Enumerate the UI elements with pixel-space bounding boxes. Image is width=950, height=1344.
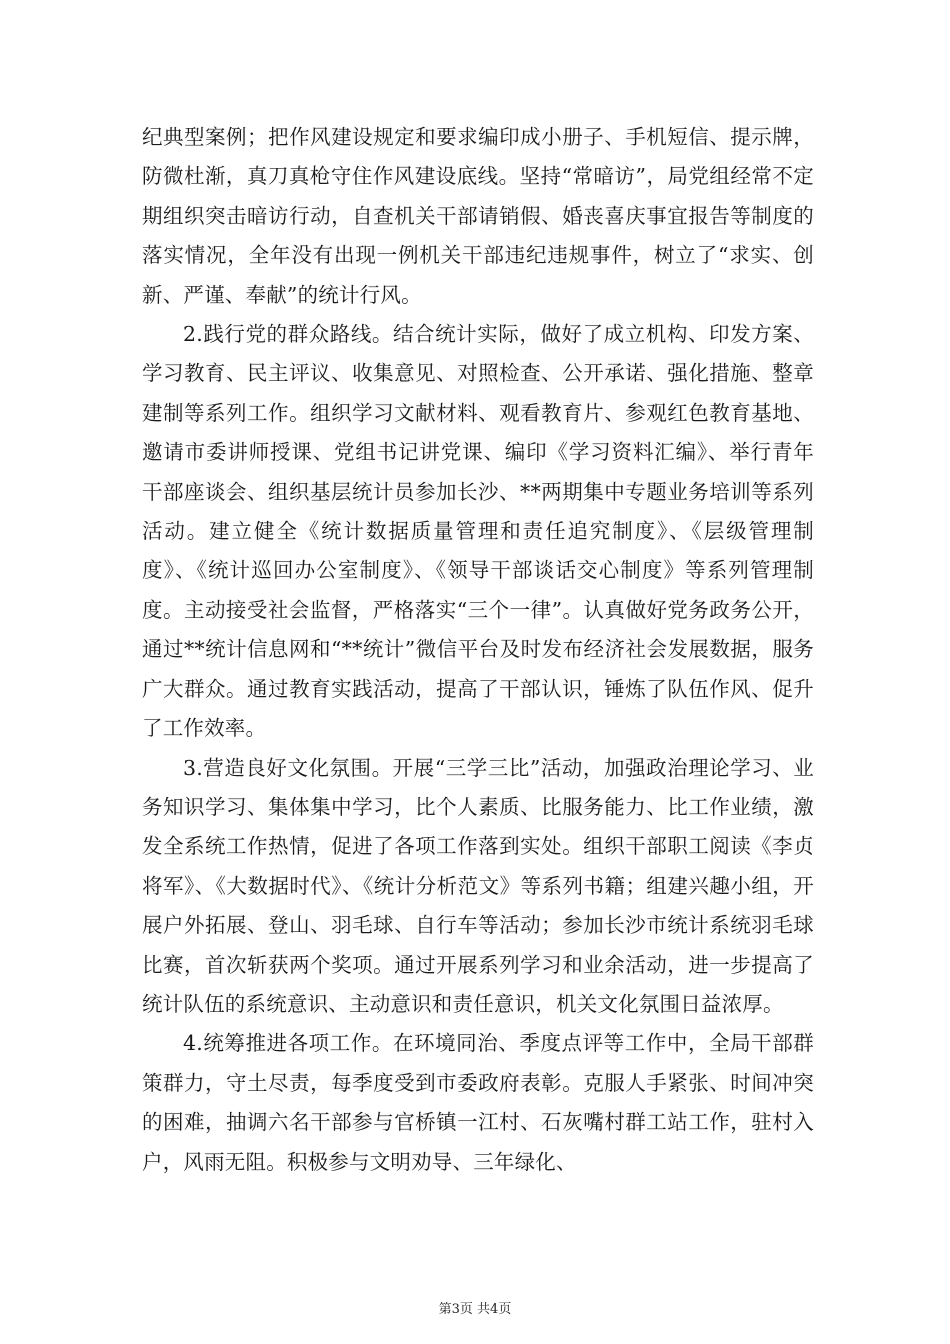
document-body <box>142 118 814 1182</box>
paragraph-work-style-continued: 纪典型案例；把作风建设规定和要求编印成小册子、手机短信、提示牌，防微杜渐，真刀真枪守住作风建设底线。坚持“常暗访”，局党组经常不定期组织突击暗访行动，自查机关干部请销假、婚丧喜庆事宜报告等制度的落实情况，全年没有出现一例机关干部违纪违规事件，树立了“求实、创新、严谨、奉献”的统计行风。 <box>142 125 814 307</box>
page-number-footer: 第3页 共4页 <box>438 1302 512 1317</box>
paragraph-culture-atmosphere: 3.营造良好文化氛围。开展“三学三比”活动，加强政治理论学习、业务知识学习、集体集中学习，比个人素质、比服务能力、比工作业绩，激发全系统工作热情，促进了各项工作落到实处。组织干部职工阅读《李贞将军》、《大数据时代》、《统计分析范文》等系列书籍；组建兴趣小组，开展户外拓展、登山、羽毛球、自行车等活动；参加长沙市统计系统羽毛球比赛，首次斩获两个奖项。通过开展系列学习和业余活动，进一步提高了统计队伍的系统意识、主动意识和责任意识，机关文化氛围日益浓厚。 <box>142 755 814 1016</box>
paragraph-coordinate-work: 4.统筹推进各项工作。在环境同治、季度点评等工作中，全局干部群策群力，守土尽责，每季度受到市委政府表彰。克服人手紧张、时间冲突的困难，抽调六名干部参与官桥镇一江村、石灰嘴村群工站工作，驻村入户，风雨无阻。积极参与文明劝导、三年绿化、 <box>142 1031 814 1174</box>
paragraph-mass-line: 2.践行党的群众路线。结合统计实际，做好了成立机构、印发方案、学习教育、民主评议、收集意见、对照检查、公开承诺、强化措施、整章建制等系列工作。组织学习文献材料、观看教育片、参观红色教育基地、邀请市委讲师授课、党组书记讲党课、编印《学习资料汇编》、举行青年干部座谈会、组织基层统计员参加长沙、**两期集中专题业务培训等系列活动。建立健全《统计数据质量管理和责任追究制度》、《层级管理制度》、《统计巡回办公室制度》、《领导干部谈话交心制度》等系列管理制度。主动接受社会监督，严格落实“三个一律”。认真做好党务政务公开，通过**统计信息网和“**统计”微信平台及时发布经济社会发展数据，服务广大群众。通过教育实践活动，提高了干部认识，锤炼了队伍作风、促升了工作效率。 <box>142 322 814 741</box>
